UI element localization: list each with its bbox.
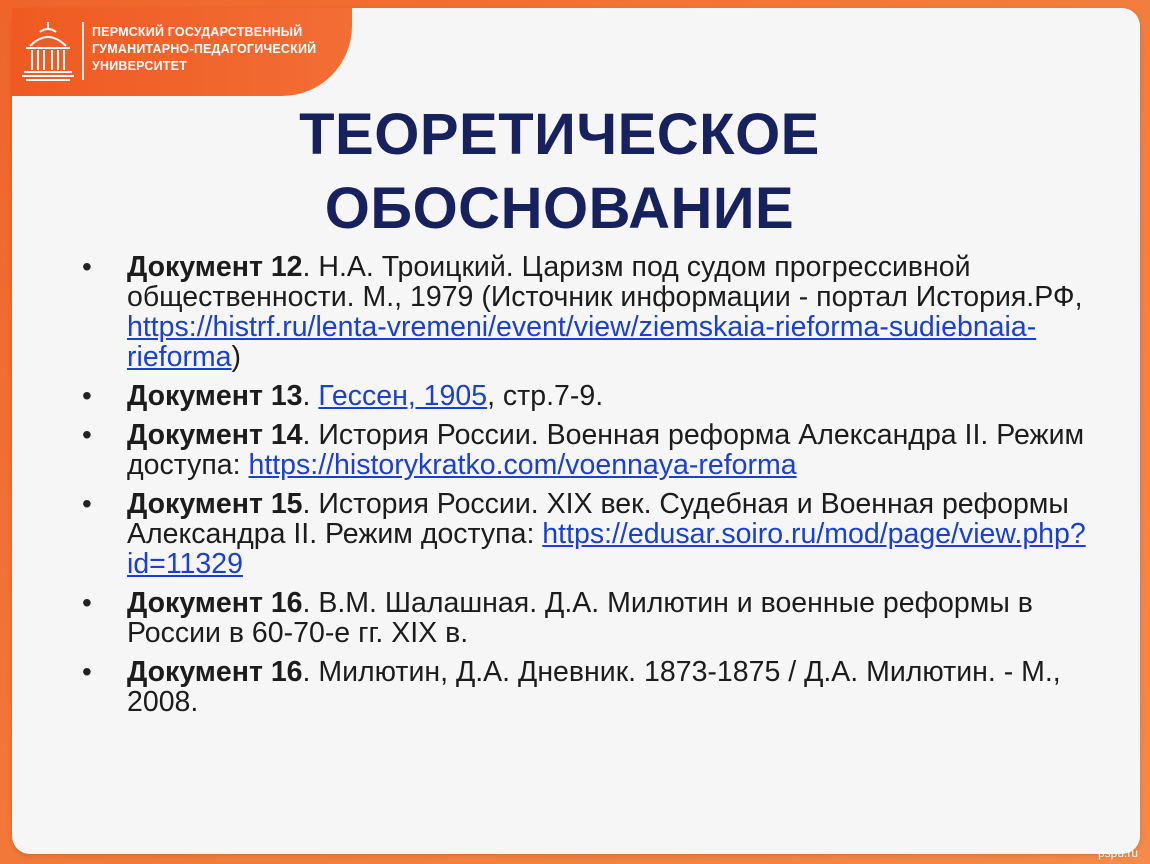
list-item (82, 588, 1092, 648)
university-building-icon (20, 18, 76, 84)
document-link[interactable]: https://edusar.soiro.ru/mod/page/view.php?id=11329 (127, 518, 1086, 580)
document-list (82, 252, 1092, 726)
university-name-line-3: УНИВЕРСИТЕТ (92, 59, 187, 73)
document-label: Документ 15 (127, 488, 303, 520)
document-text: . Н.А. Троицкий. Царизм под судом прогрессивной общественности. М., 1979 (Источник информации - портал История.РФ, (127, 251, 1083, 313)
document-label: Документ 12 (127, 251, 303, 283)
document-text-after: , стр.7-9. (487, 380, 604, 412)
document-label: Документ 16 (127, 656, 303, 688)
university-brand-header (12, 8, 352, 96)
list-item (82, 657, 1092, 717)
slide-panel (12, 8, 1140, 854)
document-link[interactable]: https://histrf.ru/lenta-vremeni/event/view/ziemskaia-rieforma-sudiebnaia-rieforma (127, 311, 1037, 373)
document-text-after: ) (231, 341, 242, 373)
document-link[interactable]: https://historykratko.com/voennaya-reforma (248, 449, 797, 481)
slide-title-line-2: ОБОСНОВАНИЕ (324, 176, 795, 241)
document-text: . История России. XIX век. Судебная и Военная реформы Александра II. Режим доступа: (127, 488, 1069, 550)
list-item (82, 381, 1092, 411)
document-text: . История России. Военная реформа Александра II. Режим доступа: (127, 419, 1085, 481)
brand-separator (82, 22, 84, 80)
document-text: . В.М. Шалашная. Д.А. Милютин и военные реформы в России в 60-70-е гг. XIX в. (127, 587, 1033, 649)
slide-title (12, 98, 1107, 246)
document-label: Документ 13 (127, 380, 303, 412)
document-link[interactable]: Гессен, 1905 (318, 380, 488, 412)
document-label: Документ 14 (127, 419, 303, 451)
list-item (82, 489, 1092, 579)
university-name (92, 24, 316, 75)
list-item (82, 420, 1092, 480)
footer-site: pspu.ru (1097, 846, 1138, 860)
document-label: Документ 16 (127, 587, 303, 619)
university-name-line-2: ГУМАНИТАРНО-ПЕДАГОГИЧЕСКИЙ (92, 42, 317, 56)
slide-title-line-1: ТЕОРЕТИЧЕСКОЕ (299, 102, 820, 167)
list-item (82, 252, 1092, 372)
document-text: . (302, 380, 319, 412)
document-text: . Милютин, Д.А. Дневник. 1873-1875 / Д.А. Милютин. - М., 2008. (127, 656, 1061, 718)
university-name-line-1: ПЕРМСКИЙ ГОСУДАРСТВЕННЫЙ (92, 25, 303, 39)
